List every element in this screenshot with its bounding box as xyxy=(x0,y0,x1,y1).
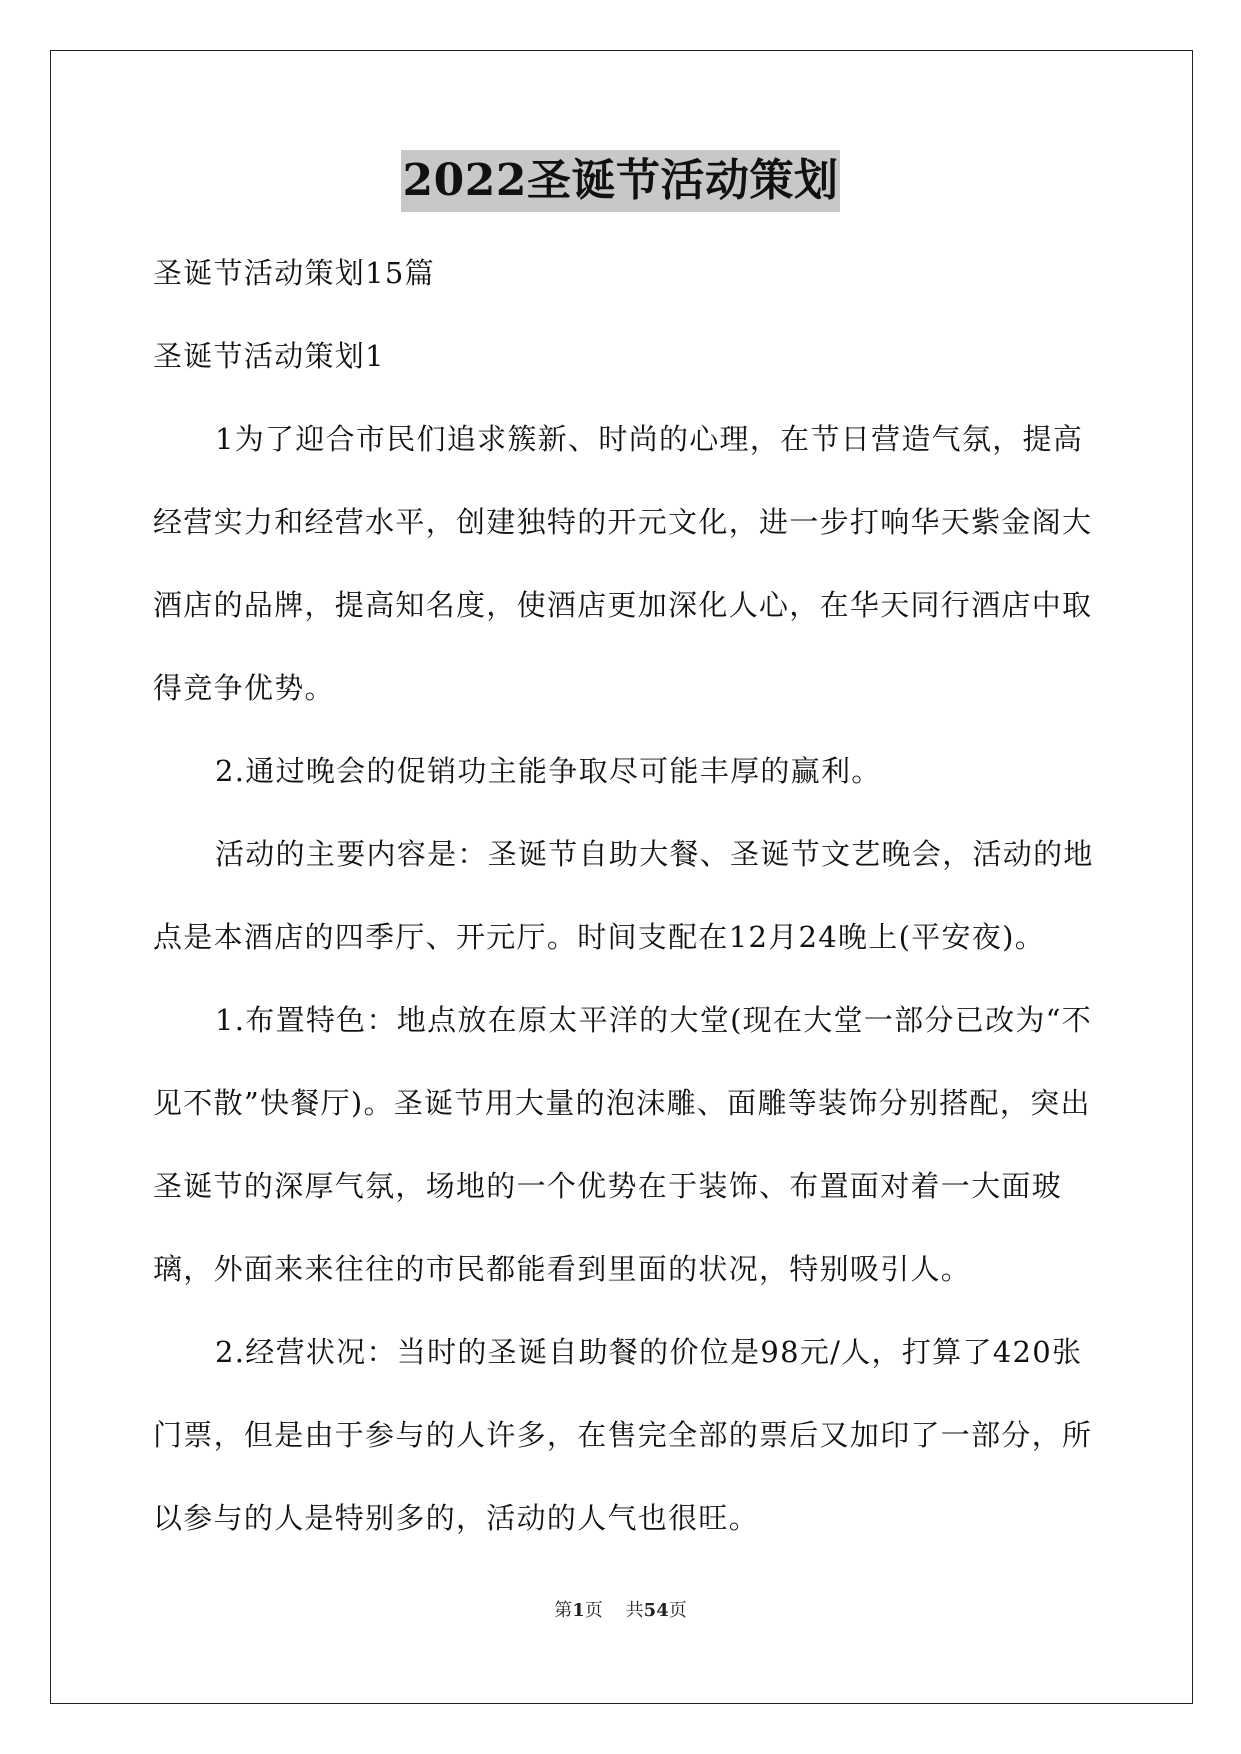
body-paragraph: 1.布置特色：地点放在原太平洋的大堂(现在大堂一部分已改为“不见不散”快餐厅)。圣诞节用大量的泡沫雕、面雕等装饰分别搭配，突出圣诞节的深厚气氛，场地的一个优势在于装饰、布置面对着一大面玻璃，外面来来往往的市民都能看到里面的状况，特别吸引人。 xyxy=(153,1003,1093,1286)
page-prefix: 第 xyxy=(554,1600,573,1621)
body-paragraph: 1为了迎合市民们追求簇新、时尚的心理，在节日营造气氛，提高经营实力和经营水平，创建独特的开元文化，进一步打响华天紫金阁大酒店的品牌，提高知名度，使酒店更加深化人心，在华天同行酒店中取得竞争优势。 xyxy=(153,422,1093,705)
page-total-number: 54 xyxy=(643,1600,669,1621)
document-title: 2022圣诞节活动策划 xyxy=(401,150,841,212)
page-current-number: 1 xyxy=(572,1600,585,1621)
subtitle-paragraph: 圣诞节活动策划15篇 xyxy=(153,256,435,290)
body-paragraph: 2.通过晚会的促销功主能争取尽可能丰厚的赢利。 xyxy=(215,754,882,788)
document-body xyxy=(153,232,1098,1560)
title-container xyxy=(0,150,1241,212)
page-unit: 页 xyxy=(584,1600,603,1621)
body-paragraph: 活动的主要内容是：圣诞节自助大餐、圣诞节文艺晚会，活动的地点是本酒店的四季厅、开元厅。时间支配在12月24晚上(平安夜)。 xyxy=(153,837,1094,954)
total-prefix: 共 xyxy=(625,1600,644,1621)
page-footer xyxy=(0,1596,1241,1622)
section-heading: 圣诞节活动策划1 xyxy=(153,339,385,373)
body-paragraph: 2.经营状况：当时的圣诞自助餐的价位是98元/人，打算了420张门票，但是由于参与的人许多，在售完全部的票后又加印了一部分，所以参与的人是特别多的，活动的人气也很旺。 xyxy=(153,1335,1093,1535)
total-unit: 页 xyxy=(668,1600,687,1621)
